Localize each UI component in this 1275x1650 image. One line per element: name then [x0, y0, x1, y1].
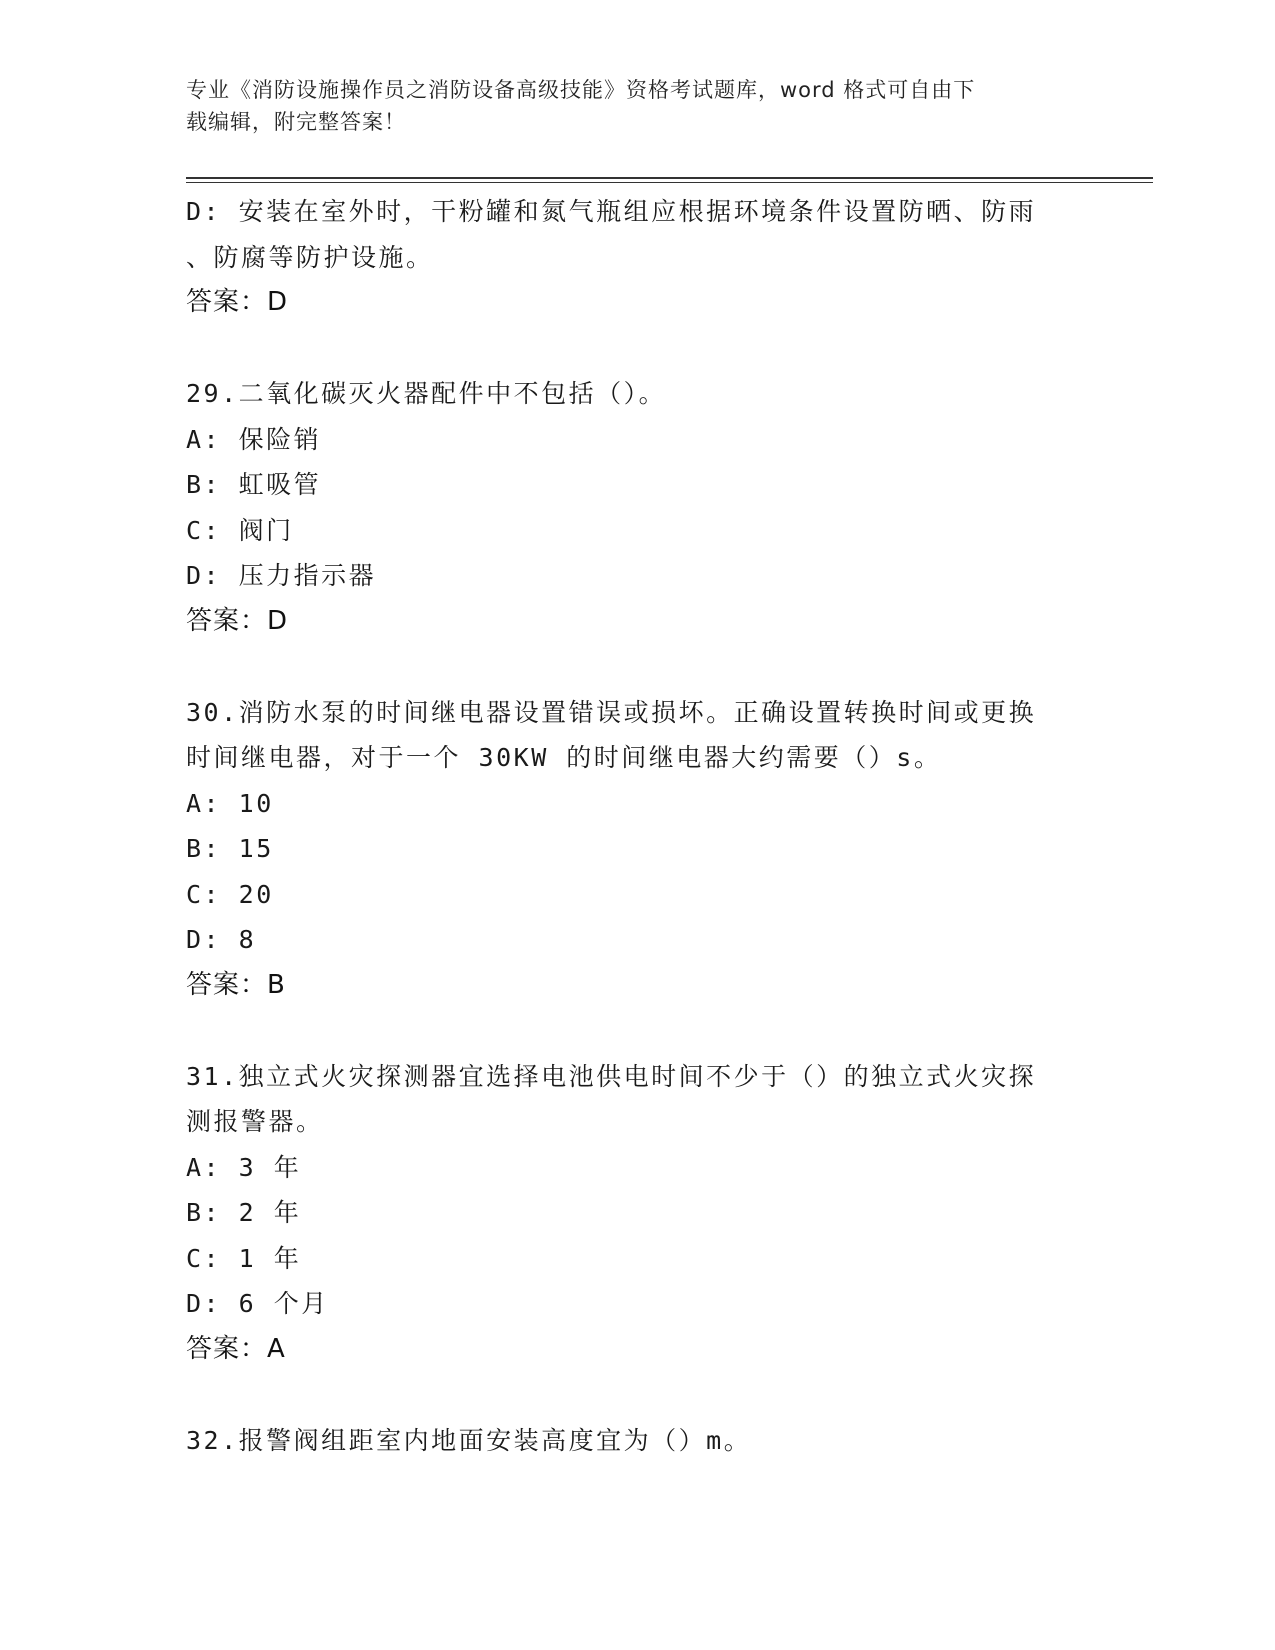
option-c: C: 1 年	[186, 1243, 302, 1273]
question-text: 32.报警阀组距室内地面安装高度宜为（）m。	[186, 1425, 752, 1455]
option-c: C: 阀门	[186, 515, 294, 545]
question-block	[186, 690, 1086, 1009]
option-a: A: 3 年	[186, 1152, 302, 1182]
question-text: 29.二氧化碳灭火器配件中不包括（）。	[186, 379, 667, 408]
question-block	[186, 189, 1086, 326]
question-text-continued: 时间继电器，对于一个 30KW 的时间继电器大约需要（）s。	[186, 743, 942, 772]
answer-line: 答案：B	[186, 969, 286, 1000]
question-block	[186, 1418, 1086, 1464]
question-list	[186, 189, 1086, 1463]
question-text-continued: 测报警器。	[186, 1107, 324, 1136]
option-d: D: 压力指示器	[186, 561, 377, 590]
option-b: B: 2 年	[186, 1198, 302, 1227]
option-d: D: 8	[186, 925, 257, 954]
document-header	[186, 74, 1066, 138]
option-b: B: 虹吸管	[186, 470, 322, 499]
header-divider-thick	[186, 177, 1153, 179]
option-line: D: 安装在室外时，干粉罐和氮气瓶组应根据环境条件设置防晒、防雨	[186, 197, 1037, 226]
question-text: 30.消防水泵的时间继电器设置错误或损坏。正确设置转换时间或更换	[186, 697, 1037, 727]
option-d: D: 6 个月	[186, 1289, 329, 1318]
answer-line: 答案：D	[186, 605, 289, 636]
answer-line: 答案：A	[186, 1333, 286, 1364]
header-divider-thin	[186, 182, 1153, 183]
answer-line: 答案：D	[186, 287, 289, 317]
spacer	[186, 644, 1086, 690]
header-line-2: 载编辑，附完整答案！	[186, 110, 406, 134]
spacer	[186, 326, 1086, 372]
question-block	[186, 1054, 1086, 1373]
option-c: C: 20	[186, 879, 274, 909]
spacer	[186, 1008, 1086, 1054]
option-a: A: 10	[186, 788, 274, 818]
option-a: A: 保险销	[186, 424, 322, 454]
option-line-continued: 、防腐等防护设施。	[186, 242, 434, 272]
spacer	[186, 1372, 1086, 1418]
question-block	[186, 371, 1086, 644]
header-line-1: 专业《消防设施操作员之消防设备高级技能》资格考试题库，word 格式可自由下	[186, 78, 976, 102]
question-text: 31.独立式火灾探测器宜选择电池供电时间不少于（）的独立式火灾探	[186, 1061, 1037, 1091]
option-b: B: 15	[186, 834, 274, 863]
